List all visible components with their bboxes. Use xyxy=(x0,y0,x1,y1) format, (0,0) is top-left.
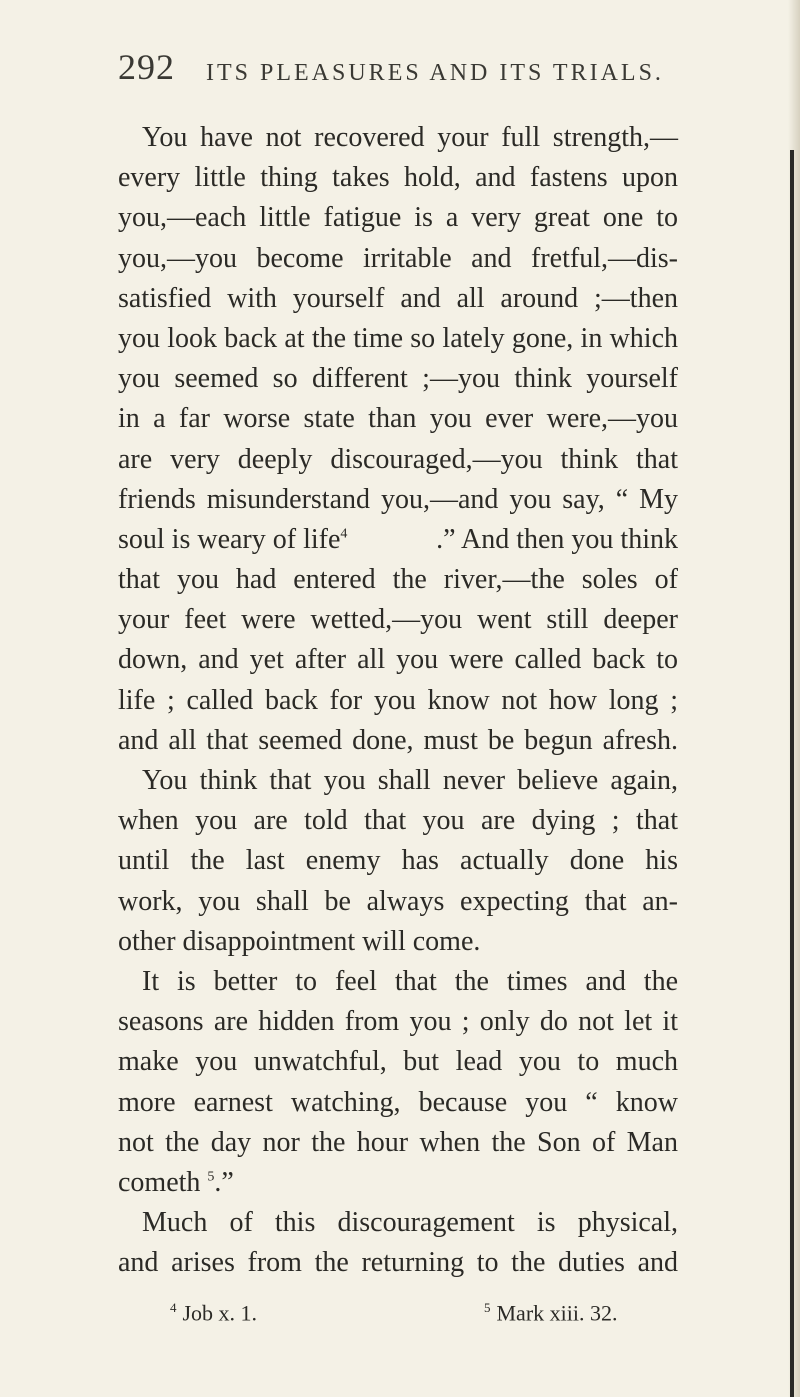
text-segment: soul is weary of life xyxy=(118,523,341,555)
text-line xyxy=(118,520,678,560)
text-line: every little thing takes hold, and fastens upon xyxy=(118,162,678,194)
text-line: and all that seemed done, must be begun afresh. xyxy=(118,724,678,756)
text-line xyxy=(118,1163,678,1203)
text-line: It is better to feel that the times and the xyxy=(142,965,678,997)
text-line: more earnest watching, because you “ know xyxy=(118,1086,678,1118)
text-line: you,—you become irritable and fretful,—dis- xyxy=(118,242,678,274)
page-header xyxy=(118,46,678,92)
text-line: You have not recovered your full strength,— xyxy=(142,122,678,153)
text-line: work, you shall be always expecting that an- xyxy=(118,885,678,917)
footnote xyxy=(170,1300,257,1326)
text-line: when you are told that you are dying ; that xyxy=(118,805,678,837)
text-line: your feet were wetted,—you went still deeper xyxy=(118,604,678,636)
text-line: you look back at the time so lately gone, in which xyxy=(118,322,678,354)
text-line: other disappointment will come. xyxy=(118,925,481,957)
text-line: seasons are hidden from you ; only do not let it xyxy=(118,1006,678,1038)
text-line: life ; called back for you know not how long ; xyxy=(118,684,678,716)
text-segment: .” And then you think xyxy=(436,523,678,555)
text-line: you,—each little fatigue is a very great one to xyxy=(118,202,678,234)
text-line: in a far worse state than you ever were,—you xyxy=(118,403,678,435)
text-line: friends misunderstand you,—and you say, “ My xyxy=(118,483,678,515)
footnote-text: Job x. 1. xyxy=(182,1300,258,1326)
running-title: ITS PLEASURES AND ITS TRIALS. xyxy=(206,60,664,86)
page-number: 292 xyxy=(118,47,175,87)
footnotes xyxy=(170,1300,690,1334)
text-line: until the last enemy has actually done his xyxy=(118,845,678,877)
footnote-ref: 5 xyxy=(207,1169,215,1185)
text-line: down, and yet after all you were called back to xyxy=(118,644,678,676)
text-segment: .” xyxy=(214,1166,234,1198)
text-line: You think that you shall never believe again, xyxy=(142,765,678,796)
footnote xyxy=(484,1300,618,1326)
text-line: satisfied with yourself and all around ;—then xyxy=(118,282,678,314)
footnote-ref: 4 xyxy=(340,526,348,542)
body-text xyxy=(118,118,678,1283)
footnote-mark: 4 xyxy=(170,1300,177,1315)
text-line: are very deeply discouraged,—you think that xyxy=(118,443,678,475)
text-line: and arises from the returning to the duties and xyxy=(118,1247,678,1279)
text-line: Much of this discouragement is physical, xyxy=(142,1207,678,1239)
text-line: make you unwatchful, but lead you to much xyxy=(118,1046,678,1078)
text-segment xyxy=(118,520,347,560)
text-line: you seemed so different ;—you think yourself xyxy=(118,363,678,395)
text-segment: cometh xyxy=(118,1166,201,1198)
footnote-mark: 5 xyxy=(484,1300,491,1315)
text-line: that you had entered the river,—the soles of xyxy=(118,564,678,596)
text-line: not the day nor the hour when the Son of Man xyxy=(118,1126,678,1158)
footnote-text: Mark xiii. 32. xyxy=(496,1300,618,1326)
page-edge-line xyxy=(790,150,794,1397)
